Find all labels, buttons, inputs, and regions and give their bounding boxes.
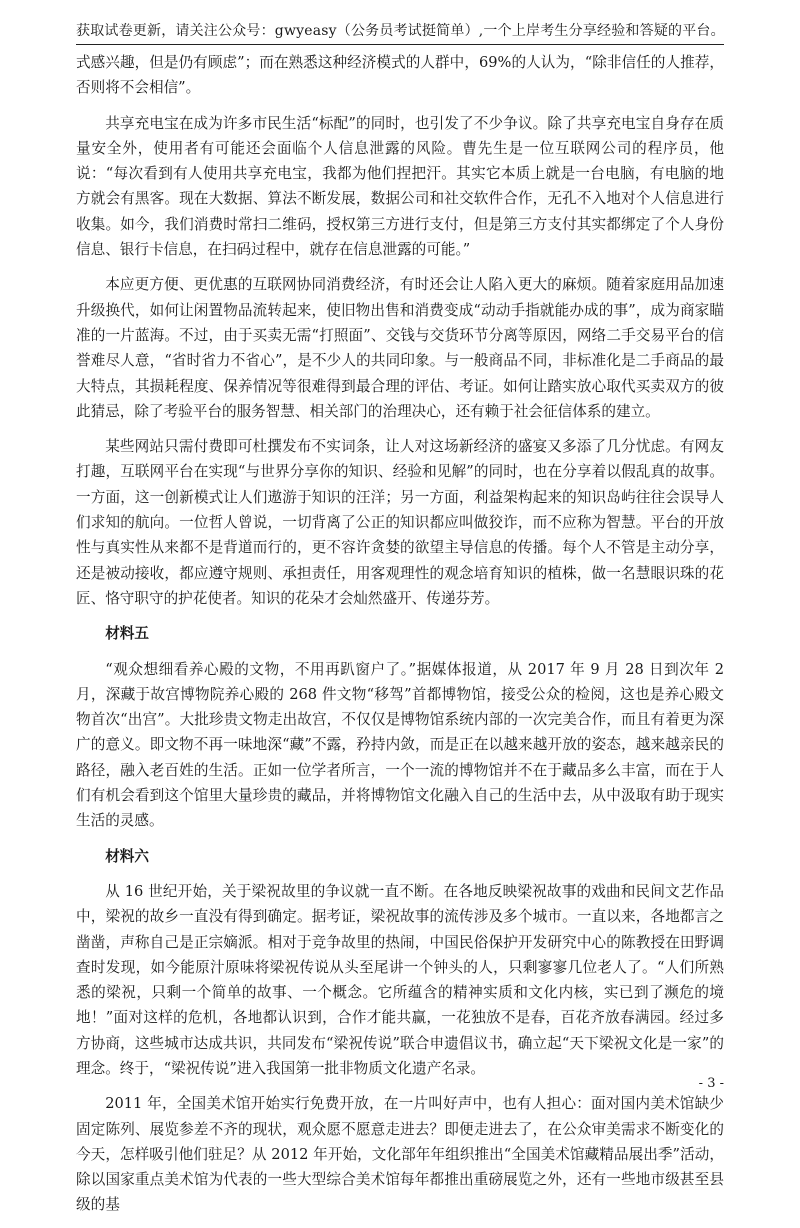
header-divider <box>76 44 724 45</box>
paragraph: 某些网站只需付费即可杜撰发布不实词条，让人对这场新经济的盛宴又多添了几分忧虑。有网友打趣，互联网平台在实现“与世界分享你的知识、经验和见解”的同时，也在分享着以假乱真的故事。一方面，这一创新模式让人们遨游于知识的汪洋；另一方面，利益架构起来的知识岛屿往往会误导人们求知的航向。一位哲人曾说，一切背离了公正的知识都应叫做狡诈，而不应称为智慧。平台的开放性与真实性从来都不是背道而行的，更不容许贪婪的欲望主导信息的传播。每个人不管是主动分享，还是被动接收，都应遵守规则、承担责任，用客观理性的观念培育知识的植株，做一名慧眼识珠的花匠、恪守职守的护花使者。知识的花朵才会灿然盛开、传递芬芳。 <box>76 438 724 607</box>
paragraph: “观众想细看养心殿的文物，不用再趴窗户了。”据媒体报道，从 2017 年 9 月 28 日到次年 2 月，深藏于故宫博物院养心殿的 268 件文物“移驾”首都博物馆，接受公众的检阅，这也是养心殿文物首次“出宫”。大批珍贵文物走出故宫，不仅仅是博物馆系统内部的一次完美合作，而且有着更为深广的意义。即文物不再一味地深“藏”不露，矜持内敛，而是正在以越来越开放的姿态，越来越亲民的路径，融入老百姓的生活。正如一位学者所言，一个一流的博物馆并不在于藏品多么丰富，而在于人们有机会看到这个馆里大量珍贵的藏品，并将博物馆文化融入自己的生活中去，从中汲取有助于现实生活的灵感。 <box>76 660 724 830</box>
paragraph: 从 16 世纪开始，关于梁祝故里的争议就一直不断。在各地反映梁祝故事的戏曲和民间文艺作品中，梁祝的故乡一直没有得到确定。据考证，梁祝故事的流传涉及多个城市。一直以来，各地都言之凿凿，声称自己是正宗嫡派。相对于竞争故里的热闹，中国民俗保护开发研究中心的陈教授在田野调查时发现，如今能原汁原味将梁祝传说从头至尾讲一个钟头的人，只剩寥寥几位老人了。“人们所熟悉的梁祝，只剩一个简单的故事、一个概念。它所蕴含的精神实质和文化内核，实已到了濒危的境地！”面对这样的危机，各地都认识到，合作才能共赢，一花独放不是春，百花齐放春满园。经过多方协商，这些城市达成共识，共同发布“梁祝传说”联合申遗倡议书，确立起“天下梁祝文化是一家”的理念。终于，“梁祝传说”进入我国第一批非物质文化遗产名录。 <box>76 882 724 1077</box>
document-body <box>76 50 724 1228</box>
page-number: - 3 - <box>698 1076 724 1091</box>
paragraph: 共享充电宝在成为许多市民生活“标配”的同时，也引发了不少争议。除了共享充电宝自身存在质量安全外，使用者有可能还会面临个人信息泄露的风险。曹先生是一位互联网公司的程序员，他说：“每次看到有人使用共享充电宝，我都为他们捏把汗。其实它本质上就是一台电脑，有电脑的地方就会有黑客。现在大数据、算法不断发展，数据公司和社交软件合作，无孔不入地对个人信息进行收集。如今，我们消费时常扫二维码，授权第三方进行支付，但是第三方支付其实都绑定了个人身份信息、银行卡信息，在扫码过程中，就存在信息泄露的可能。” <box>76 114 724 259</box>
section-heading-material-6: 材料六 <box>105 847 149 865</box>
paragraph-continued: 式感兴趣，但是仍有顾虑”；而在熟悉这种经济模式的人群中，69%的人认为，“除非信任的人推荐，否则将不会相信”。 <box>76 54 724 97</box>
header-notice: 获取试卷更新，请关注公众号：gwyeasy（公务员考试挺简单）,一个上岸考生分享经验和答疑的平台。 <box>76 23 725 39</box>
paragraph: 本应更方便、更优惠的互联网协同消费经济，有时还会让人陷入更大的麻烦。随着家庭用品加速升级换代，如何让闲置物品流转起来，使旧物出售和消费变成“动动手指就能办成的事”，成为商家瞄准的一片蓝海。不过，由于买卖无需“打照面”、交钱与交货环节分离等原因，网络二手交易平台的信誉难尽人意，“省时省力不省心”，是不少人的共同印象。与一般商品不同，非标准化是二手商品的最大特点，其损耗程度、保养情况等很难得到最合理的评估、考证。如何让踏实放心取代买卖双方的彼此猜忌，除了考验平台的服务智慧、相关部门的治理决心，还有赖于社会征信体系的建立。 <box>76 276 724 420</box>
paragraph: 2011 年，全国美术馆开始实行免费开放，在一片叫好声中，也有人担心：面对国内美术馆缺少固定陈列、展览参差不齐的现状，观众愿不愿意走进去？即便走进去了，在公众审美需求不断变化的今天，怎样吸引他们驻足？从 2012 年开始，文化部年年组织推出“全国美术馆藏精品展出季”活动，除以国家重点美术馆为代表的一些大型综合美术馆每年都推出重磅展览之外，还有一些地市级甚至县级的基 <box>76 1095 724 1214</box>
section-heading-material-5: 材料五 <box>105 625 149 643</box>
